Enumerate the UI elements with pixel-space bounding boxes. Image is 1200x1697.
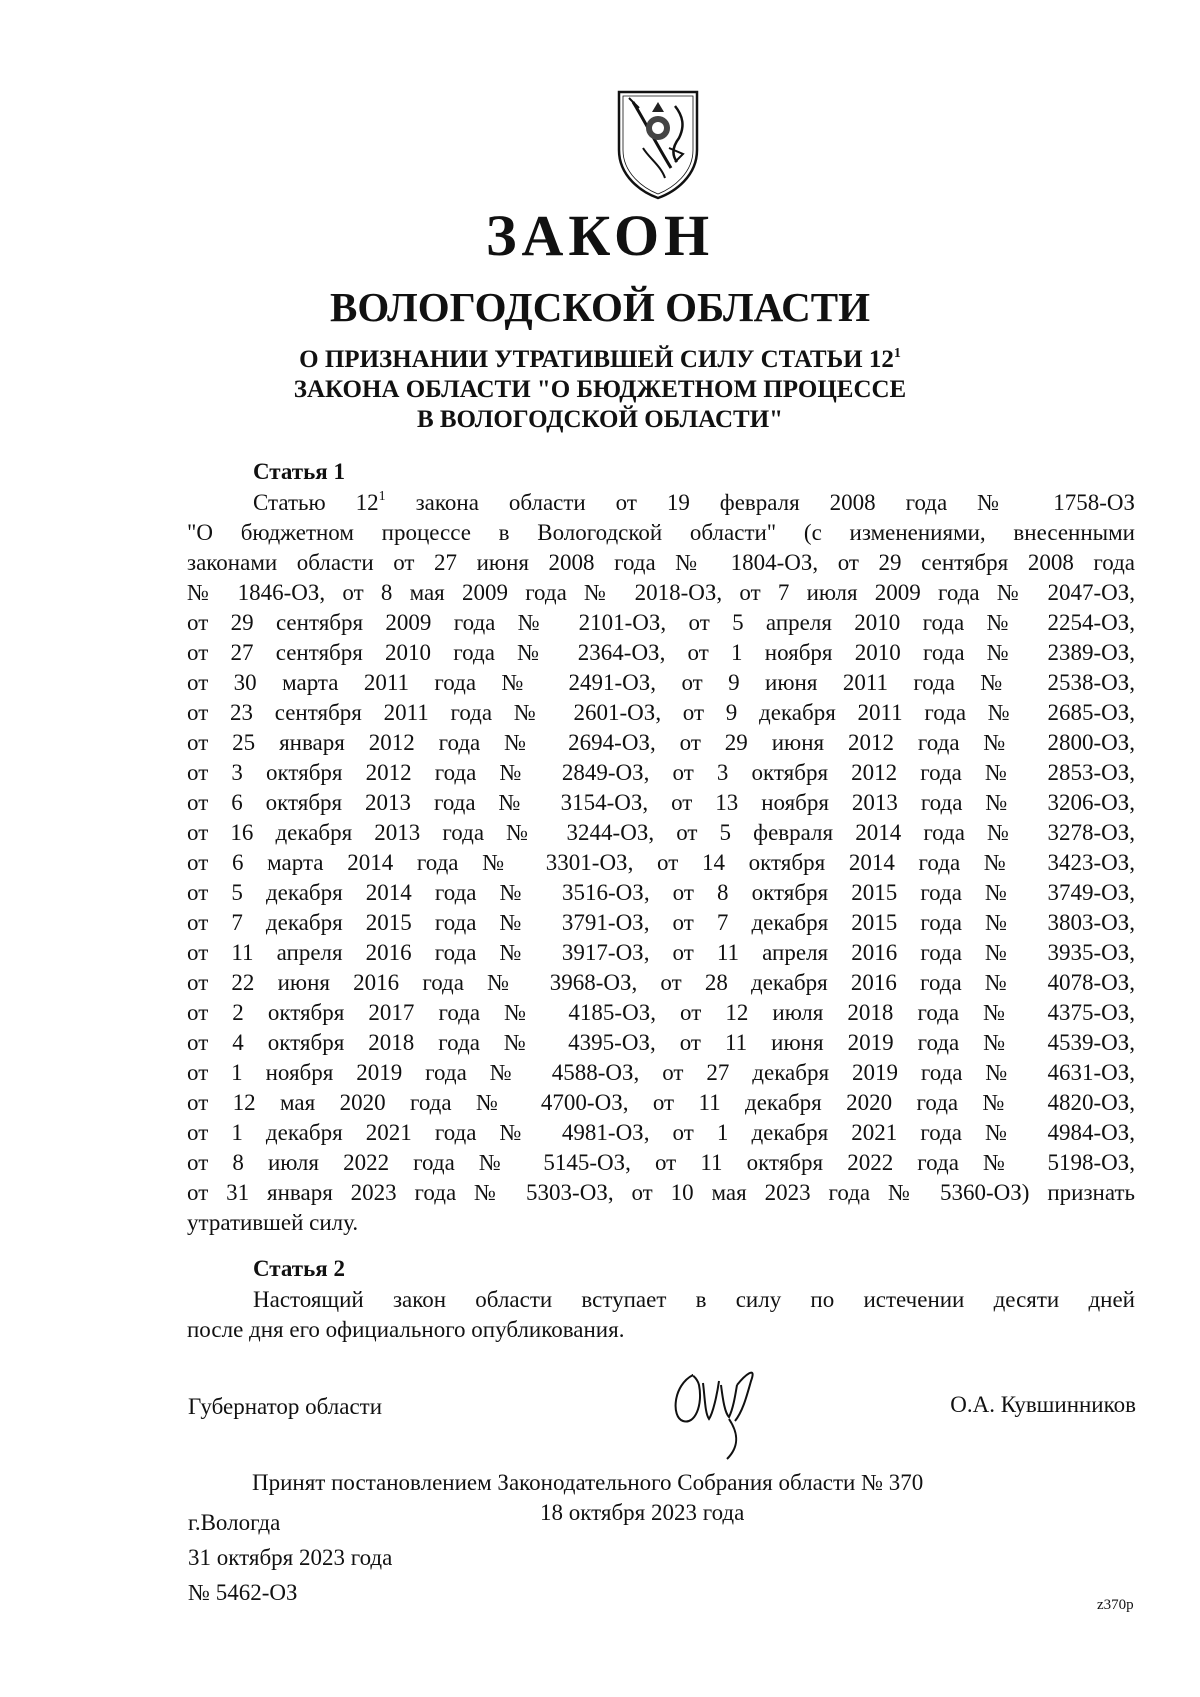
coat-of-arms-icon xyxy=(613,88,703,200)
article-1-line: от 29 сентября 2009 года № 2101-ОЗ, от 5 апреля 2010 года № 2254-ОЗ, xyxy=(187,610,1135,635)
signatory-name: О.А. Кувшинников xyxy=(950,1392,1136,1417)
article-1-line: от 6 октября 2013 года № 3154-ОЗ, от 13 ноября 2013 года № 3206-ОЗ, xyxy=(187,790,1135,815)
article-1-line: законами области от 27 июня 2008 года № 1804-ОЗ, от 29 сентября 2008 года xyxy=(187,550,1135,575)
article-1-body xyxy=(187,488,1135,1238)
article-2-title: Статья 2 xyxy=(253,1256,345,1281)
article-2-line: Настоящий закон области вступает в силу по истечении десяти дней xyxy=(253,1287,1135,1312)
article-1-line: от 30 марта 2011 года № 2491-ОЗ, от 9 июня 2011 года № 2538-ОЗ, xyxy=(187,670,1135,695)
heading-superscript: 1 xyxy=(893,346,901,361)
article-1-line: от 4 октября 2018 года № 4395-ОЗ, от 11 июня 2019 года № 4539-ОЗ, xyxy=(187,1030,1135,1055)
article-1-line: от 8 июля 2022 года № 5145-ОЗ, от 11 октября 2022 года № 5198-ОЗ, xyxy=(187,1150,1135,1175)
article-1-line: от 22 июня 2016 года № 3968-ОЗ, от 28 декабря 2016 года № 4078-ОЗ, xyxy=(187,970,1135,995)
signatory-position: Губернатор области xyxy=(188,1394,383,1419)
article-1-line: от 2 октября 2017 года № 4185-ОЗ, от 12 июля 2018 года № 4375-ОЗ, xyxy=(187,1000,1135,1025)
document-code: z370р xyxy=(1097,1597,1134,1613)
article-1-line: от 1 ноября 2019 года № 4588-ОЗ, от 27 декабря 2019 года № 4631-ОЗ, xyxy=(187,1060,1135,1085)
article-1-line: от 12 мая 2020 года № 4700-ОЗ, от 11 декабря 2020 года № 4820-ОЗ, xyxy=(187,1090,1135,1115)
first-line-superscript: 1 xyxy=(378,489,386,504)
article-1-line: от 3 октября 2012 года № 2849-ОЗ, от 3 октября 2012 года № 2853-ОЗ, xyxy=(187,760,1135,785)
heading-line-3: В ВОЛОГОДСКОЙ ОБЛАСТИ" xyxy=(416,406,784,433)
handwritten-signature-icon xyxy=(665,1355,775,1465)
city: г.Вологда xyxy=(188,1510,281,1535)
heading-line-1: О ПРИЗНАНИИ УТРАТИВШЕЙ СИЛУ СТАТЬИ 12 xyxy=(299,346,894,373)
article-1-line: от 5 декабря 2014 года № 3516-ОЗ, от 8 октября 2015 года № 3749-ОЗ, xyxy=(187,880,1135,905)
article-1-line: "О бюджетном процессе в Вологодской области" (с изменениями, внесенными xyxy=(187,520,1135,545)
article-1-line: от 6 марта 2014 года № 3301-ОЗ, от 14 октября 2014 года № 3423-ОЗ, xyxy=(187,850,1135,875)
region-title: ВОЛОГОДСКОЙ ОБЛАСТИ xyxy=(329,284,871,330)
article-1-line: от 7 декабря 2015 года № 3791-ОЗ, от 7 декабря 2015 года № 3803-ОЗ, xyxy=(187,910,1135,935)
adopted-by-text: Принят постановлением Законодательного Собрания области № 370 xyxy=(252,1470,924,1495)
article-1-title: Статья 1 xyxy=(253,459,345,484)
article-1-line: от 11 апреля 2016 года № 3917-ОЗ, от 11 апреля 2016 года № 3935-ОЗ, xyxy=(187,940,1135,965)
article-1-line: утратившей силу. xyxy=(187,1210,359,1235)
heading-line-2: ЗАКОНА ОБЛАСТИ "О БЮДЖЕТНОМ ПРОЦЕССЕ xyxy=(293,376,907,403)
first-line-end: закона области от 19 февраля 2008 года № 1758-ОЗ xyxy=(385,490,1135,515)
article-1-line: № 1846-ОЗ, от 8 мая 2009 года № 2018-ОЗ, от 7 июля 2009 года № 2047-ОЗ, xyxy=(187,580,1135,605)
law-heading xyxy=(0,345,1200,435)
law-number: № 5462-ОЗ xyxy=(188,1580,298,1605)
article-1-line: от 27 сентября 2010 года № 2364-ОЗ, от 1 ноября 2010 года № 2389-ОЗ, xyxy=(187,640,1135,665)
article-1-line: от 23 сентября 2011 года № 2601-ОЗ, от 9 декабря 2011 года № 2685-ОЗ, xyxy=(187,700,1135,725)
article-2-line: после дня его официального опубликования. xyxy=(187,1317,625,1342)
article-1-line: от 16 декабря 2013 года № 3244-ОЗ, от 5 февраля 2014 года № 3278-ОЗ, xyxy=(187,820,1135,845)
article-1-first-line xyxy=(187,488,1135,518)
article-1-line: от 1 декабря 2021 года № 4981-ОЗ, от 1 декабря 2021 года № 4984-ОЗ, xyxy=(187,1120,1135,1145)
document-type-title: ЗАКОН xyxy=(485,203,715,268)
signing-date: 31 октября 2023 года xyxy=(188,1545,393,1570)
article-2-body xyxy=(187,1285,1135,1345)
article-1-line: от 25 января 2012 года № 2694-ОЗ, от 29 июня 2012 года № 2800-ОЗ, xyxy=(187,730,1135,755)
article-1-line: от 31 января 2023 года № 5303-ОЗ, от 10 мая 2023 года № 5360-ОЗ) признать xyxy=(187,1180,1135,1205)
adoption-date: 18 октября 2023 года xyxy=(540,1500,745,1525)
first-line-start: Статью 12 xyxy=(253,490,379,515)
